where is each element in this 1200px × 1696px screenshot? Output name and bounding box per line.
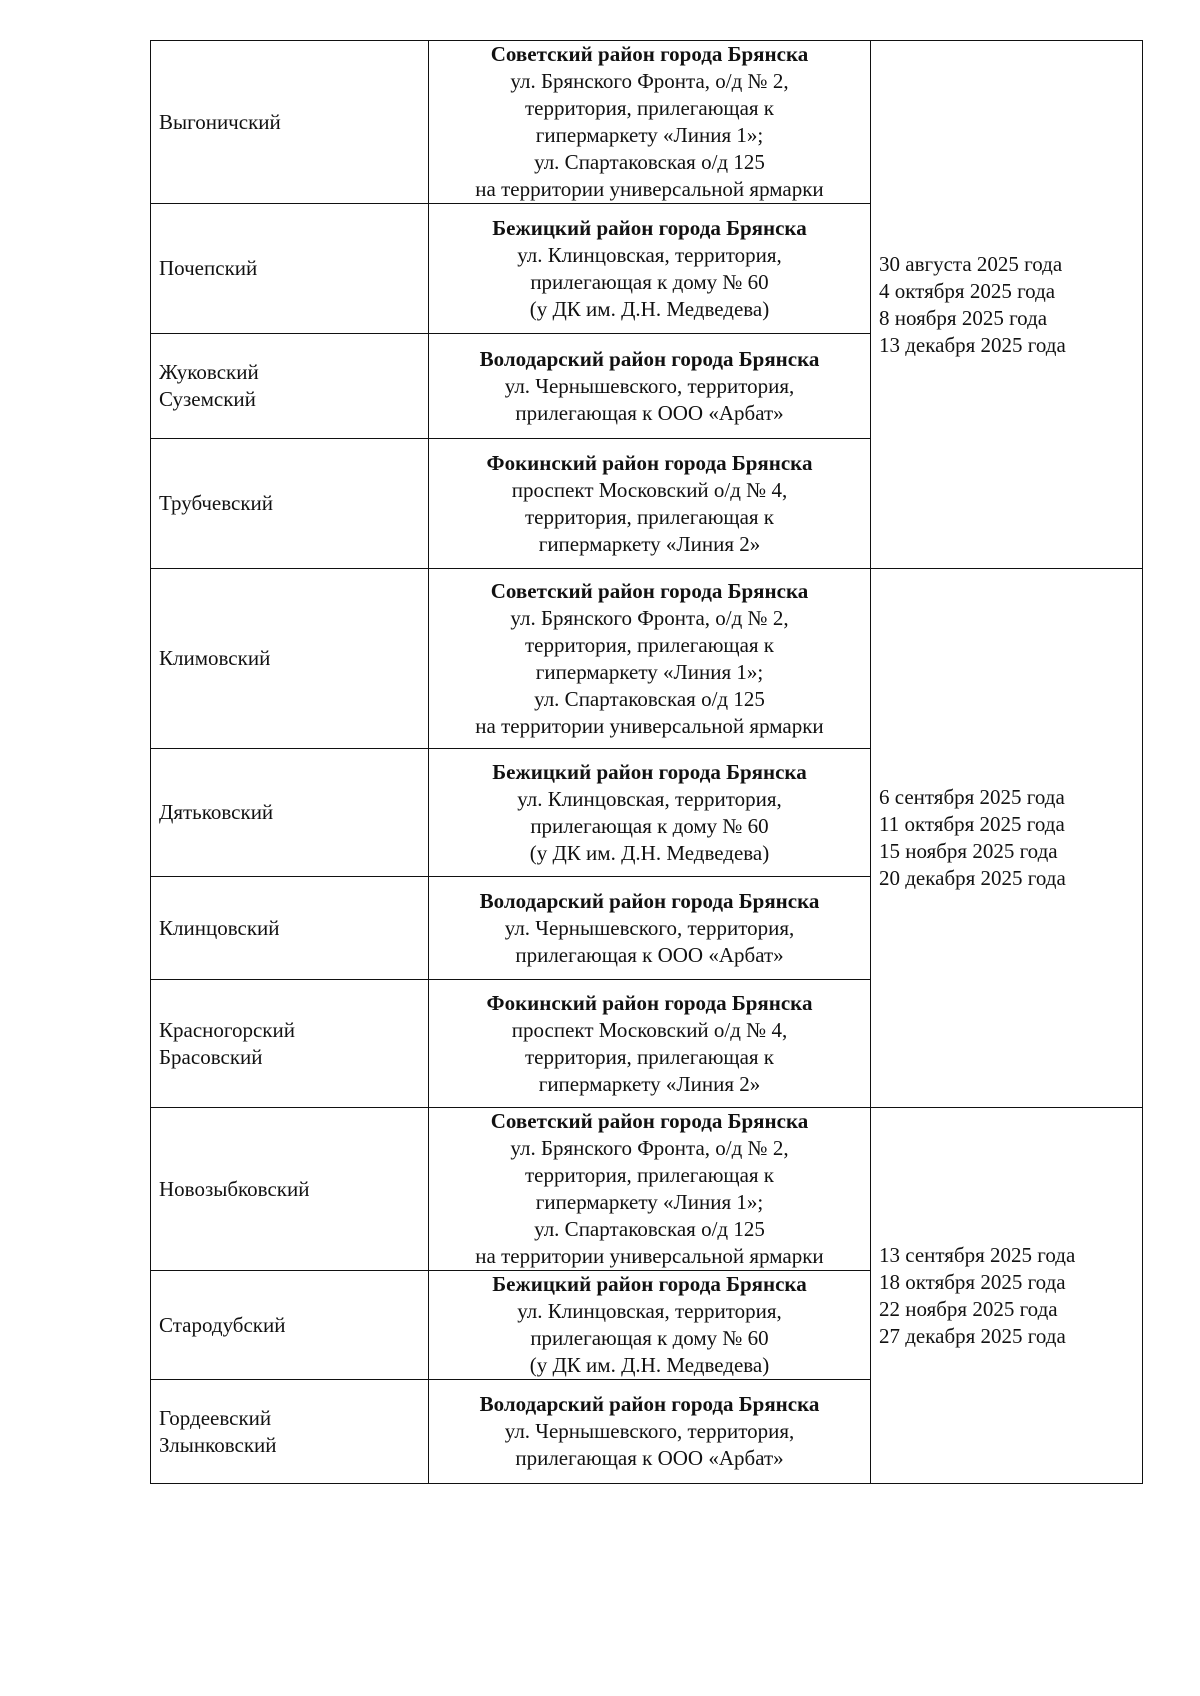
district-name: Злынковский [159,1432,277,1457]
district-name: Выгоничский [159,109,281,134]
district-cell [151,980,429,1108]
location-line: территория, прилегающая к [524,504,775,529]
location-title: Бежицкий район города Брянска [492,1272,807,1296]
location-line: проспект Московский о/д № 4, [511,1017,788,1042]
schedule-table-body [151,41,1143,1484]
district-cell [151,1108,429,1271]
dates-cell [871,41,1143,569]
location-cell [429,334,871,439]
location-title: Фокинский район города Брянска [486,990,813,1015]
date-line: 22 ноября 2025 года [879,1296,1058,1321]
location-line: (у ДК им. Д.Н. Медведева) [529,296,770,321]
table-row [151,41,1143,204]
district-name: Почепский [159,256,258,280]
location-line: прилегающая к дому № 60 [530,1326,769,1350]
location-line: территория, прилегающая к [524,1163,775,1187]
date-line: 15 ноября 2025 года [879,839,1058,863]
location-line: ул. Брянского Фронта, о/д № 2, [510,605,789,630]
location-line: ул. Спартаковская о/д 125 [534,1217,765,1241]
location-cell [429,569,871,749]
district-cell [151,1271,429,1380]
location-line: прилегающая к дому № 60 [530,813,769,838]
date-line: 13 декабря 2025 года [879,332,1066,357]
location-line: прилегающая к ООО «Арбат» [515,400,784,425]
district-cell [151,569,429,749]
district-name: Суземский [159,387,256,411]
location-line: на территории универсальной ярмарки [475,177,824,201]
location-title: Володарский район города Брянска [479,346,820,371]
date-line: 11 октября 2025 года [879,812,1065,836]
district-name: Дятьковский [159,800,274,824]
location-line: (у ДК им. Д.Н. Медведева) [529,840,770,865]
dates-cell [871,1108,1143,1484]
district-cell [151,204,429,334]
location-line: (у ДК им. Д.Н. Медведева) [529,1353,770,1377]
location-title: Советский район города Брянска [490,1109,809,1133]
location-cell [429,749,871,877]
date-line: 13 сентября 2025 года [879,1242,1076,1267]
location-line: прилегающая к ООО «Арбат» [515,1446,784,1470]
location-line: ул. Чернышевского, территория, [504,1419,795,1443]
location-line: на территории универсальной ярмарки [475,1244,824,1268]
location-line: ул. Спартаковская о/д 125 [534,686,765,711]
location-title: Фокинский район города Брянска [486,450,813,475]
location-title: Бежицкий район города Брянска [492,215,807,240]
location-line: прилегающая к ООО «Арбат» [515,942,784,967]
location-line: ул. Клинцовская, территория, [517,1299,782,1323]
location-cell [429,1108,871,1271]
district-name: Новозыбковский [159,1176,310,1201]
district-name: Брасовский [159,1044,263,1069]
location-line: ул. Чернышевского, территория, [504,373,795,398]
location-title: Володарский район города Брянска [479,1392,820,1416]
district-cell [151,877,429,980]
location-line: территория, прилегающая к [524,96,775,120]
date-line: 18 октября 2025 года [879,1269,1066,1294]
location-cell [429,1271,871,1380]
district-cell [151,1380,429,1484]
date-line: 6 сентября 2025 года [879,785,1065,809]
location-title: Володарский район города Брянска [479,888,820,913]
location-line: гипермаркету «Линия 1»; [535,1190,764,1214]
district-name: Красногорский [159,1017,295,1042]
district-cell [151,439,429,569]
dates-cell [871,569,1143,1108]
location-cell [429,439,871,569]
location-cell [429,1380,871,1484]
location-line: территория, прилегающая к [524,1044,775,1069]
date-line: 8 ноября 2025 года [879,305,1048,330]
location-line: территория, прилегающая к [524,632,775,657]
table-row [151,1108,1143,1271]
location-line: гипермаркету «Линия 1»; [535,659,764,684]
district-name: Трубчевский [159,491,274,515]
location-cell [429,41,871,204]
location-line: ул. Брянского Фронта, о/д № 2, [510,1136,789,1160]
date-line: 20 декабря 2025 года [879,866,1066,890]
location-line: ул. Брянского Фронта, о/д № 2, [510,69,789,93]
location-line: ул. Клинцовская, территория, [517,786,782,811]
location-line: гипермаркету «Линия 1»; [535,123,764,147]
date-line: 27 декабря 2025 года [879,1323,1066,1348]
location-title: Советский район города Брянска [490,578,809,603]
district-name: Стародубский [159,1312,286,1337]
district-name: Гордеевский [159,1405,272,1430]
district-name: Климовский [159,646,271,670]
date-line: 30 августа 2025 года [879,251,1063,276]
document-page [150,40,1142,1484]
location-cell [429,204,871,334]
table-row [151,569,1143,749]
location-cell [429,877,871,980]
date-line: 4 октября 2025 года [879,278,1056,303]
district-name: Жуковский [159,360,259,384]
location-line: ул. Спартаковская о/д 125 [534,150,765,174]
district-cell [151,749,429,877]
district-cell [151,41,429,204]
location-cell [429,980,871,1108]
location-title: Бежицкий район города Брянска [492,759,807,784]
schedule-table [150,40,1143,1484]
location-line: проспект Московский о/д № 4, [511,477,788,502]
location-title: Советский район города Брянска [490,42,809,66]
location-line: ул. Чернышевского, территория, [504,915,795,940]
district-cell [151,334,429,439]
location-line: гипермаркету «Линия 2» [538,531,761,556]
location-line: гипермаркету «Линия 2» [538,1071,761,1096]
location-line: прилегающая к дому № 60 [530,269,769,294]
location-line: на территории универсальной ярмарки [475,713,824,738]
district-name: Клинцовский [159,915,280,940]
location-line: ул. Клинцовская, территория, [517,242,782,267]
